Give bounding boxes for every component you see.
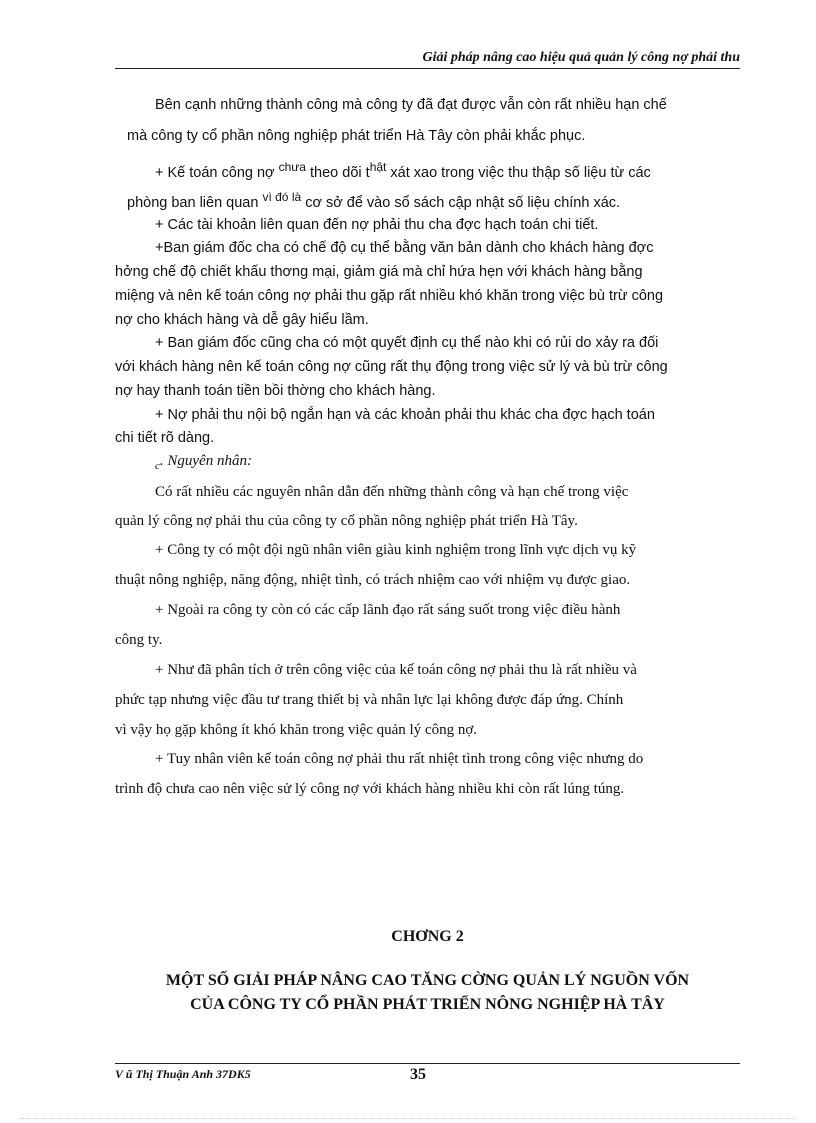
text-line: Có rất nhiều các nguyên nhân dẫn đến những thành công và hạn chế trong việc <box>155 484 629 500</box>
text-line: nợ cho khách hàng và dễ gây hiểu lầm. <box>115 312 369 328</box>
text-line: + Ban giám đốc cũng cha có một quyết định cụ thể nào khi có rủi do xảy ra đối <box>155 335 659 351</box>
page-edge <box>20 1118 796 1119</box>
text-line: Bên cạnh những thành công mà công ty đã đạt được vẫn còn rất nhiều hạn chế <box>155 97 667 113</box>
text-line: hởng chế độ chiết khấu thơng mại, giảm giá mà chỉ hứa hẹn với khách hàng bằng <box>115 264 643 280</box>
text-line: + Tuy nhân viên kế toán công nợ phải thu rất nhiệt tình trong công việc nhưng do <box>155 751 644 767</box>
footer-author: V ũ Thị Thuận Anh 37DK5 <box>115 1067 251 1081</box>
chapter-title-line: MỘT SỐ GIẢI PHÁP NÂNG CAO TĂNG CỜNG QUẢN LÝ NGUỒN VỐN <box>165 972 690 989</box>
footer-divider <box>115 1063 740 1064</box>
text-line: vì vậy họ gặp không ít khó khăn trong việc quản lý công nợ. <box>115 722 478 738</box>
text-line: + Kế toán công nợ $^{chưa}$ theo dõi $t^{hật}$ xát xao trong việc thu thập số liệu từ các <box>155 160 651 181</box>
text-line: mà công ty cổ phần nông nghiệp phát triển Hà Tây còn phải khắc phục. <box>127 128 586 144</box>
text-line: nợ hay thanh toán tiền bồi thờng cho khách hàng. <box>115 383 436 399</box>
text-line: + Công ty có một đội ngũ nhân viên giàu kinh nghiệm trong lĩnh vực dịch vụ kỹ <box>155 542 637 558</box>
section-heading: $_c$. Nguyên nhân: <box>155 453 252 472</box>
text-line: miệng và nên kế toán công nợ phải thu gặp rất nhiều khó khăn trong việc bù trừ công <box>115 288 664 304</box>
text-line: thuật nông nghiệp, năng động, nhiệt tình, có trách nhiệm cao với nhiệm vụ được giao. <box>115 572 631 588</box>
chapter-label: CHƠNG 2 <box>391 928 464 945</box>
text-line: với khách hàng nên kế toán công nợ cũng rất thụ động trong việc sử lý và bù trừ công <box>115 359 668 375</box>
page-number: 35 <box>410 1066 426 1083</box>
chapter-title-line: CỦA CÔNG TY CỔ PHẦN PHÁT TRIỂN NÔNG NGHIỆP HÀ TÂY <box>190 996 665 1013</box>
running-header: Giải pháp nâng cao hiệu quả quản lý công nợ phải thu <box>115 50 740 69</box>
text-line: + Như đã phân tích ở trên công việc của kế toán công nợ phải thu là rất nhiều và <box>155 662 637 678</box>
text-line: quản lý công nợ phải thu của công ty cổ phần nông nghiệp phát triển Hà Tây. <box>115 513 578 529</box>
text-line: + Ngoài ra công ty còn có các cấp lãnh đạo rất sáng suốt trong việc điều hành <box>155 602 621 618</box>
text-line: phòng ban liên quan $^{vì đó là}$ cơ sở để vào sổ sách cập nhật số liệu chính xác. <box>127 190 621 211</box>
text-line: + Các tài khoản liên quan đến nợ phải thu cha đợc hạch toán chi tiết. <box>155 217 599 233</box>
text-line: trình độ chưa cao nên việc sử lý công nợ với khách hàng nhiều khi còn rất lúng túng. <box>115 781 625 797</box>
text-line: chi tiết rõ dàng. <box>115 430 215 446</box>
text-line: công ty. <box>115 632 163 648</box>
text-line: + Nợ phải thu nội bộ ngắn hạn và các khoản phải thu khác cha đợc hạch toán <box>155 407 655 423</box>
text-line: phức tạp nhưng việc đầu tư trang thiết bị và nhân lực lại không được đáp ứng. Chính <box>115 692 624 708</box>
text-line: +Ban giám đốc cha có chế độ cụ thể bằng văn bản dành cho khách hàng đợc <box>155 240 654 256</box>
